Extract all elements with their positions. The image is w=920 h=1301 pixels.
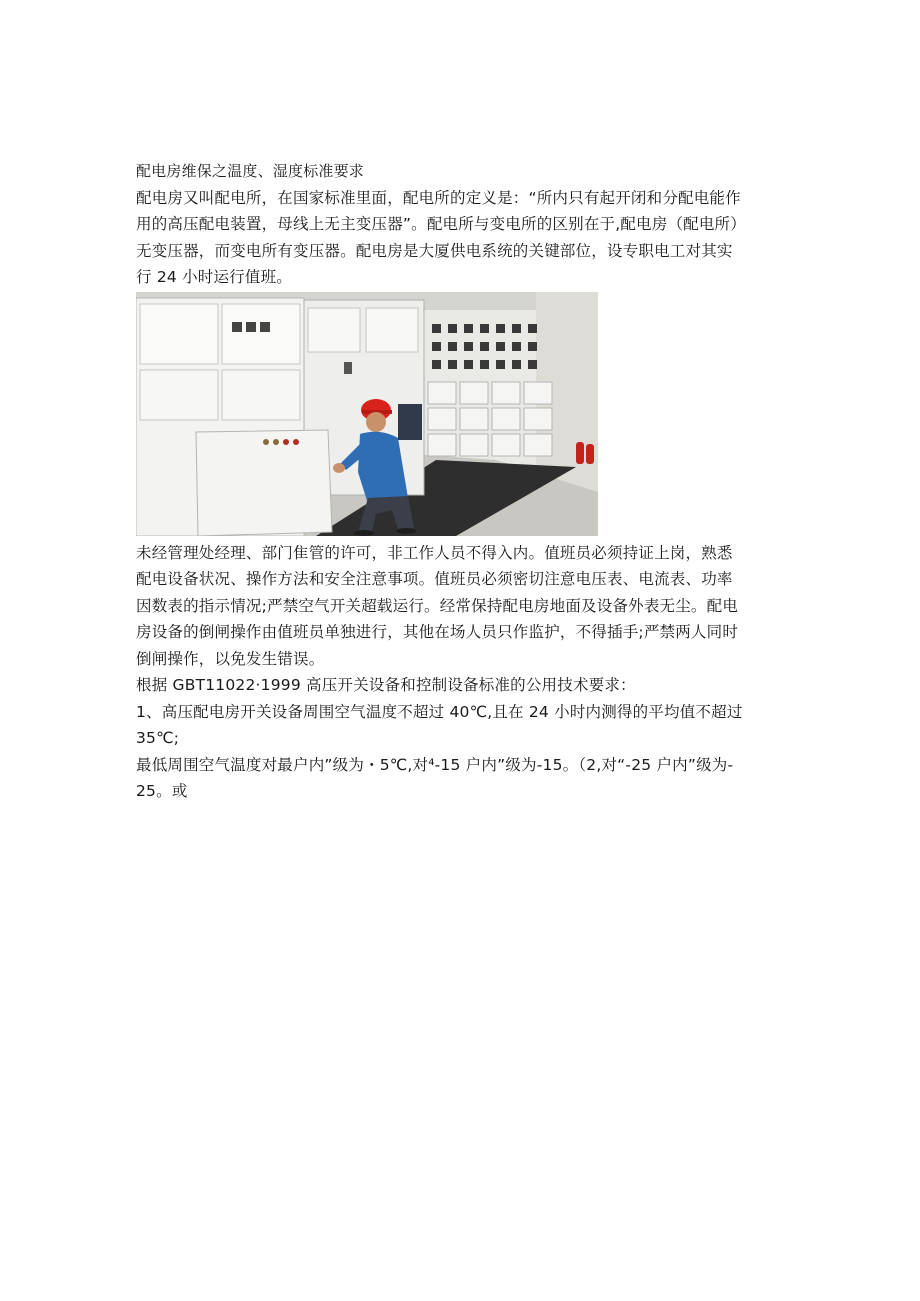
- intro-line: 配电房又叫配电所，在国家标准里面，配电所的定义是：“所内只有起开闭和分配电能作: [136, 188, 741, 207]
- rules-paragraph: [136, 540, 792, 673]
- standard-reference: 根据 GBT11022·1999 高压开关设备和控制设备标准的公用技术要求：: [136, 676, 636, 694]
- item-2: [136, 752, 792, 805]
- item-2-line: 最低周围空气温度对最户内”级为・5℃,对⁴-15 户内”级为-15。（2,对“-25 户内”级为-: [136, 755, 734, 774]
- rules-line: 因数表的指示情况;严禁空气开关超载运行。经常保持配电房地面及设备外表无尘。配电: [136, 596, 739, 615]
- document-title: 配电房维保之温度、湿度标准要求: [136, 162, 365, 180]
- item-1-line: 35℃;: [136, 729, 180, 747]
- switchgear-room-photo: [136, 292, 598, 536]
- intro-paragraph: [136, 185, 792, 291]
- rules-line: 房设备的倒闸操作由值班员单独进行，其他在场人员只作监护，不得插手;严禁两人同时: [136, 623, 739, 641]
- rules-line: 倒闸操作，以免发生错误。: [136, 649, 325, 668]
- intro-line: 行 24 小时运行值班。: [136, 268, 292, 286]
- item-2-line: 25。或: [136, 782, 188, 800]
- rules-line: 配电设备状况、操作方法和安全注意事项。值班员必须密切注意电压表、电流表、功率: [136, 570, 733, 588]
- intro-line: 用的高压配电装置，母线上无主变压器”。配电所与变电所的区别在于,配电房（配电所）: [136, 215, 746, 233]
- intro-line: 无变压器，而变电所有变压器。配电房是大厦供电系统的关键部位，设专职电工对其实: [136, 241, 733, 260]
- item-1-line: 1、高压配电房开关设备周围空气温度不超过 40℃,且在 24 小时内测得的平均值不超过: [136, 702, 743, 721]
- document-page: [136, 158, 792, 805]
- rules-line: 未经管理处经理、部门隹管的许可，非工作人员不得入内。值班员必须持证上岗，熟悉: [136, 543, 733, 562]
- item-1: [136, 699, 792, 752]
